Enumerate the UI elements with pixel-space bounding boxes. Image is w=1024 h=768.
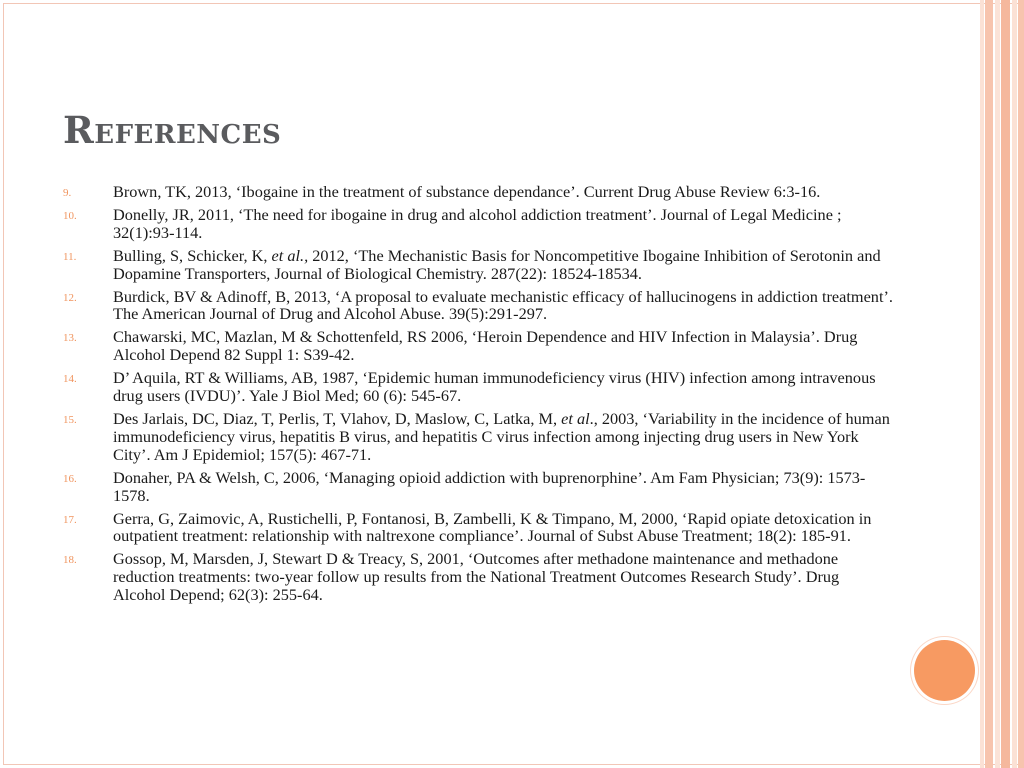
reference-number: 15. — [63, 413, 77, 426]
reference-text: Donaher, PA & Welsh, C, 2006, ‘Managing opioid addiction with buprenorphine’. Am Fam Physician; 73(9): 1573-1578. — [113, 467, 866, 505]
reference-item — [63, 183, 893, 201]
reference-number: 10. — [63, 209, 77, 222]
reference-text: Gossop, M, Marsden, J, Stewart D & Treacy, S, 2001, ‘Outcomes after methadone maintenance and methadone reduction treatments: two-year follow up results from the National Treatment Outcomes Research Study’. Drug Alcohol Depend; 62(3): 255-64. — [113, 549, 840, 605]
decor-stripe — [995, 0, 1000, 768]
decor-stripe — [980, 0, 984, 768]
decor-stripe — [1012, 0, 1017, 768]
reference-number: 16. — [63, 472, 77, 485]
decor-stripe — [1001, 0, 1010, 768]
reference-item — [63, 206, 893, 242]
reference-number: 14. — [63, 373, 77, 386]
reference-text: Donelly, JR, 2011, ‘The need for ibogaine in drug and alcohol addiction treatment’. Journal of Legal Medicine ; 32(1):93-114. — [113, 204, 842, 242]
reference-item — [63, 469, 893, 505]
reference-text: Burdick, BV & Adinoff, B, 2013, ‘A proposal to evaluate mechanistic efficacy of hallucinogens in addiction treatment’. The American Journal of Drug and Alcohol Abuse. 39(5):291-297. — [113, 286, 893, 324]
reference-number: 13. — [63, 332, 77, 345]
reference-text: Des Jarlais, DC, Diaz, T, Perlis, T, Vlahov, D, Maslow, C, Latka, M, et al., 2003, ‘Variability in the incidence of human immunodeficiency virus, hepatitis B virus, and hepatitis C virus infection among injecting drug users in New York City’. Am J Epidemiol; 157(5): 467-71. — [113, 408, 890, 464]
reference-item — [63, 550, 893, 604]
reference-text: Brown, TK, 2013, ‘Ibogaine in the treatment of substance dependance’. Current Drug Abuse Review 6:3-16. — [113, 182, 821, 201]
reference-item — [63, 288, 893, 324]
reference-number: 12. — [63, 291, 77, 304]
decor-stripe — [985, 0, 993, 768]
reference-list — [63, 183, 893, 609]
reference-text: Gerra, G, Zaimovic, A, Rustichelli, P, Fontanosi, B, Zambelli, K & Timpano, M, 2000, ‘Rapid opiate detoxication in outpatient treatment: relationship with naltrexone compliance’. Journal of Subst Abuse Treatment; 18(2): 185-91. — [113, 508, 872, 546]
reference-text: Bulling, S, Schicker, K, et al., 2012, ‘The Mechanistic Basis for Noncompetitive Ibogaine Inhibition of Serotonin and Dopamine Transporters, Journal of Biological Chemistry. 287(22): 18524-18534. — [113, 245, 881, 283]
reference-number: 9. — [63, 187, 72, 199]
reference-item — [63, 247, 893, 283]
reference-item — [63, 369, 893, 405]
slide-title: References — [63, 108, 282, 152]
reference-text: D’ Aquila, RT & Williams, AB, 1987, ‘Epidemic human immunodeficiency virus (HIV) infection among intravenous drug users (IVDU)’. Yale J Biol Med; 60 (6): 545-67. — [113, 368, 876, 406]
reference-number: 17. — [63, 513, 77, 526]
reference-text: Chawarski, MC, Mazlan, M & Schottenfeld, RS 2006, ‘Heroin Dependence and HIV Infection in Malaysia’. Drug Alcohol Depend 82 Suppl 1: S39-42. — [113, 327, 858, 365]
decor-stripe — [1018, 0, 1024, 768]
reference-number: 11. — [63, 250, 77, 263]
decor-circle — [914, 640, 975, 701]
reference-item — [63, 510, 893, 546]
reference-number: 18. — [63, 554, 77, 567]
reference-item — [63, 410, 893, 464]
reference-item — [63, 328, 893, 364]
